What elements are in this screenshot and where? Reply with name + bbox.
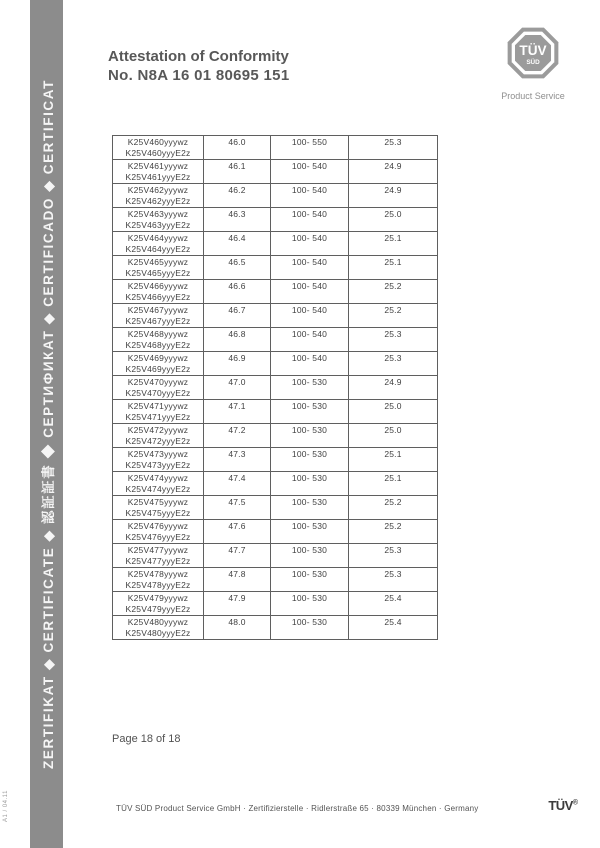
model-variant-b: K25V479yyyE2z	[125, 603, 191, 614]
model-cell	[113, 256, 204, 280]
value2-cell: 25.1	[349, 448, 438, 472]
value1-cell: 46.9	[204, 352, 271, 376]
value1-cell: 47.0	[204, 376, 271, 400]
value2-cell: 25.3	[349, 544, 438, 568]
header	[108, 47, 289, 85]
certificate-banner	[30, 0, 63, 848]
logo-line2: SÜD	[526, 58, 540, 66]
table-row	[113, 544, 438, 568]
table-row	[113, 352, 438, 376]
value2-cell: 25.3	[349, 136, 438, 160]
model-cell	[113, 328, 204, 352]
conformity-table-body	[113, 136, 438, 640]
value1-cell: 47.7	[204, 544, 271, 568]
range-cell: 100- 530	[271, 376, 349, 400]
range-cell: 100- 540	[271, 160, 349, 184]
table-row	[113, 376, 438, 400]
conformity-table	[112, 135, 438, 640]
value2-cell: 25.2	[349, 280, 438, 304]
value2-cell: 25.0	[349, 208, 438, 232]
model-variant-a: K25V474yyywz	[127, 473, 189, 483]
model-cell	[113, 448, 204, 472]
range-cell: 100- 540	[271, 232, 349, 256]
model-variant-b: K25V480yyyE2z	[125, 627, 191, 638]
table-row	[113, 496, 438, 520]
model-cell	[113, 232, 204, 256]
model-variant-a: K25V480yyywz	[127, 617, 189, 627]
model-cell	[113, 544, 204, 568]
model-variant-a: K25V462yyywz	[127, 185, 189, 195]
model-variant-b: K25V472yyyE2z	[125, 435, 191, 446]
model-cell	[113, 184, 204, 208]
range-cell: 100- 530	[271, 424, 349, 448]
value1-cell: 47.9	[204, 592, 271, 616]
value1-cell: 46.0	[204, 136, 271, 160]
tuv-octagon-icon	[504, 42, 562, 86]
model-cell	[113, 520, 204, 544]
value1-cell: 46.4	[204, 232, 271, 256]
range-cell: 100- 540	[271, 184, 349, 208]
model-variant-a: K25V460yyywz	[127, 137, 189, 147]
model-variant-b: K25V464yyyE2z	[125, 243, 191, 254]
range-cell: 100- 530	[271, 568, 349, 592]
value2-cell: 24.9	[349, 376, 438, 400]
table-row	[113, 304, 438, 328]
model-variant-a: K25V469yyywz	[127, 353, 189, 363]
model-variant-a: K25V477yyywz	[127, 545, 189, 555]
table-row	[113, 136, 438, 160]
table-row	[113, 328, 438, 352]
model-variant-b: K25V460yyyE2z	[125, 147, 191, 158]
value1-cell: 46.5	[204, 256, 271, 280]
table-row	[113, 424, 438, 448]
model-variant-b: K25V468yyyE2z	[125, 339, 191, 350]
range-cell: 100- 530	[271, 544, 349, 568]
value1-cell: 46.8	[204, 328, 271, 352]
model-cell	[113, 280, 204, 304]
value1-cell: 48.0	[204, 616, 271, 640]
model-variant-a: K25V467yyywz	[127, 305, 189, 315]
model-variant-b: K25V473yyyE2z	[125, 459, 191, 470]
table-row	[113, 568, 438, 592]
model-variant-a: K25V464yyywz	[127, 233, 189, 243]
value2-cell: 24.9	[349, 160, 438, 184]
certificate-number: No. N8A 16 01 80695 151	[108, 67, 290, 84]
model-variant-b: K25V474yyyE2z	[125, 483, 191, 494]
model-cell	[113, 616, 204, 640]
model-cell	[113, 208, 204, 232]
value1-cell: 47.2	[204, 424, 271, 448]
range-cell: 100- 540	[271, 256, 349, 280]
model-variant-b: K25V475yyyE2z	[125, 507, 191, 518]
value1-cell: 47.8	[204, 568, 271, 592]
model-cell	[113, 400, 204, 424]
table-row	[113, 520, 438, 544]
model-variant-b: K25V471yyyE2z	[125, 411, 191, 422]
model-variant-b: K25V465yyyE2z	[125, 267, 191, 278]
range-cell: 100- 540	[271, 328, 349, 352]
value2-cell: 25.0	[349, 400, 438, 424]
value1-cell: 46.1	[204, 160, 271, 184]
table-row	[113, 448, 438, 472]
model-variant-a: K25V461yyywz	[127, 161, 189, 171]
range-cell: 100- 530	[271, 592, 349, 616]
value2-cell: 25.3	[349, 568, 438, 592]
table-row	[113, 160, 438, 184]
model-variant-b: K25V470yyyE2z	[125, 387, 191, 398]
table-row	[113, 472, 438, 496]
value2-cell: 25.0	[349, 424, 438, 448]
range-cell: 100- 540	[271, 280, 349, 304]
range-cell: 100- 550	[271, 136, 349, 160]
table-row	[113, 232, 438, 256]
value1-cell: 46.6	[204, 280, 271, 304]
model-cell	[113, 352, 204, 376]
model-variant-b: K25V466yyyE2z	[125, 291, 191, 302]
model-variant-a: K25V465yyywz	[127, 257, 189, 267]
value1-cell: 47.6	[204, 520, 271, 544]
model-cell	[113, 496, 204, 520]
model-variant-b: K25V476yyyE2z	[125, 531, 191, 542]
value1-cell: 47.5	[204, 496, 271, 520]
model-variant-b: K25V469yyyE2z	[125, 363, 191, 374]
model-variant-a: K25V470yyywz	[127, 377, 189, 387]
value2-cell: 25.1	[349, 472, 438, 496]
model-variant-b: K25V467yyyE2z	[125, 315, 191, 326]
value2-cell: 25.1	[349, 256, 438, 280]
value1-cell: 47.3	[204, 448, 271, 472]
model-variant-a: K25V479yyywz	[127, 593, 189, 603]
model-cell	[113, 304, 204, 328]
value2-cell: 24.9	[349, 184, 438, 208]
tuv-wordmark-text: TÜV	[548, 798, 573, 813]
value1-cell: 47.1	[204, 400, 271, 424]
range-cell: 100- 530	[271, 520, 349, 544]
model-cell	[113, 136, 204, 160]
model-variant-a: K25V475yyywz	[127, 497, 189, 507]
footer-address: TÜV SÜD Product Service GmbH · Zertifizierstelle · Ridlerstraße 65 · 80339 München · Germany	[116, 804, 479, 813]
model-variant-a: K25V471yyywz	[127, 401, 189, 411]
model-variant-a: K25V478yyywz	[127, 569, 189, 579]
value2-cell: 25.4	[349, 592, 438, 616]
page-number: Page 18 of 18	[112, 733, 181, 745]
value1-cell: 46.3	[204, 208, 271, 232]
value1-cell: 46.7	[204, 304, 271, 328]
model-variant-a: K25V468yyywz	[127, 329, 189, 339]
registered-trademark-icon: ®	[572, 799, 578, 807]
value2-cell: 25.2	[349, 496, 438, 520]
model-variant-a: K25V472yyywz	[127, 425, 189, 435]
model-variant-b: K25V478yyyE2z	[125, 579, 191, 590]
value2-cell: 25.3	[349, 328, 438, 352]
range-cell: 100- 530	[271, 448, 349, 472]
model-cell	[113, 160, 204, 184]
value2-cell: 25.4	[349, 616, 438, 640]
model-cell	[113, 376, 204, 400]
range-cell: 100- 540	[271, 304, 349, 328]
value1-cell: 47.4	[204, 472, 271, 496]
table-row	[113, 400, 438, 424]
model-variant-a: K25V473yyywz	[127, 449, 189, 459]
range-cell: 100- 540	[271, 208, 349, 232]
page-title: Attestation of Conformity	[108, 48, 289, 65]
logo-caption: Product Service	[501, 91, 565, 101]
range-cell: 100- 530	[271, 616, 349, 640]
banner-text: ZERTIFIKAT ◆ CERTIFICATE ◆ 認証証書 ◆ СЕРТИФИКАТ ◆ CERTIFICADO ◆ CERTIFICAT	[40, 79, 56, 769]
model-variant-b: K25V461yyyE2z	[125, 171, 191, 182]
tuv-sud-logo	[496, 24, 570, 101]
value2-cell: 25.3	[349, 352, 438, 376]
range-cell: 100- 540	[271, 352, 349, 376]
model-cell	[113, 424, 204, 448]
model-variant-a: K25V476yyywz	[127, 521, 189, 531]
model-cell	[113, 568, 204, 592]
value2-cell: 25.2	[349, 520, 438, 544]
model-variant-b: K25V477yyyE2z	[125, 555, 191, 566]
model-variant-b: K25V463yyyE2z	[125, 219, 191, 230]
range-cell: 100- 530	[271, 472, 349, 496]
range-cell: 100- 530	[271, 496, 349, 520]
value2-cell: 25.1	[349, 232, 438, 256]
table-row	[113, 616, 438, 640]
tuv-wordmark	[548, 798, 578, 813]
form-code: A1 / 04.11	[3, 790, 9, 822]
value2-cell: 25.2	[349, 304, 438, 328]
value1-cell: 46.2	[204, 184, 271, 208]
table-row	[113, 280, 438, 304]
model-variant-a: K25V466yyywz	[127, 281, 189, 291]
table-row	[113, 208, 438, 232]
table-row	[113, 184, 438, 208]
range-cell: 100- 530	[271, 400, 349, 424]
model-cell	[113, 592, 204, 616]
model-cell	[113, 472, 204, 496]
table-row	[113, 592, 438, 616]
table-row	[113, 256, 438, 280]
model-variant-b: K25V462yyyE2z	[125, 195, 191, 206]
logo-line1: TÜV	[519, 42, 547, 58]
model-variant-a: K25V463yyywz	[127, 209, 189, 219]
